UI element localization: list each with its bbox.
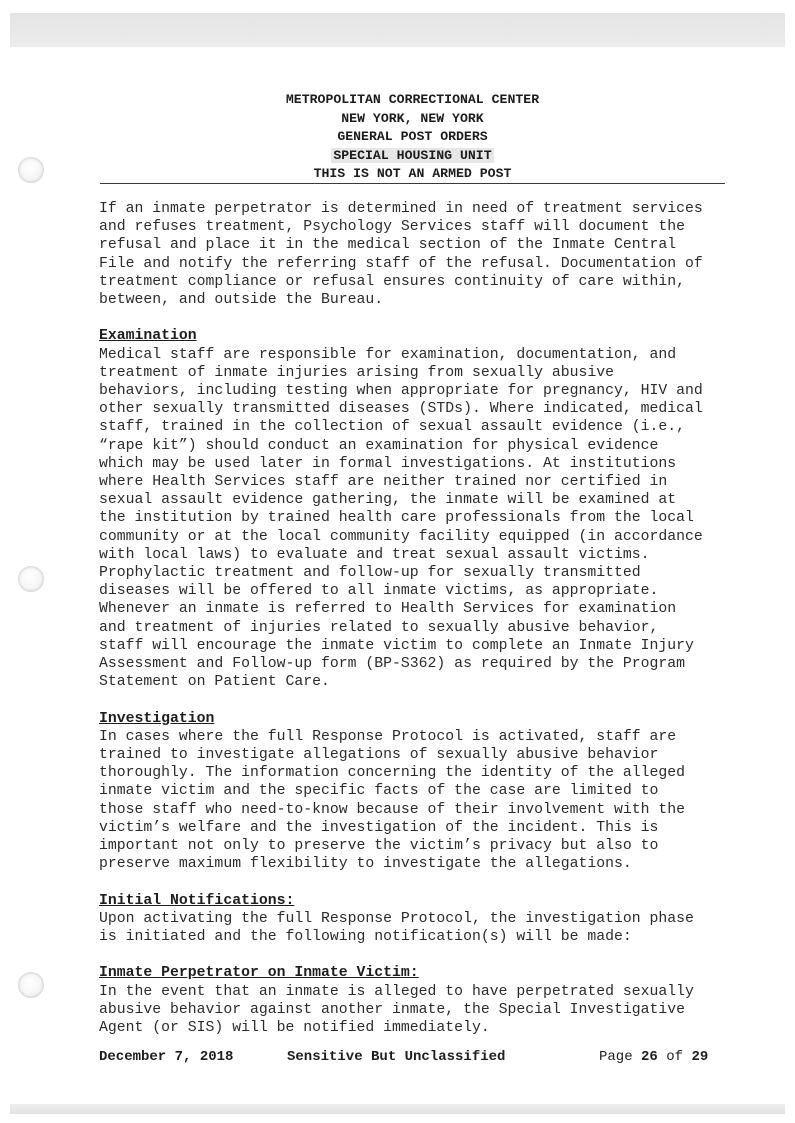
text-line: between, and outside the Bureau. — [99, 292, 384, 309]
text-line: and refuses treatment, Psychology Services staff will document the — [99, 219, 686, 236]
investigation-heading: Investigation — [99, 710, 215, 727]
text-line: thoroughly. The information concerning the identity of the alleged — [99, 765, 686, 782]
header-post-orders: GENERAL POST ORDERS — [337, 129, 488, 145]
text-line: Prophylactic treatment and follow-up for sexually transmitted — [99, 565, 641, 582]
text-line: victim’s welfare and the investigation of the incident. This is — [99, 819, 659, 836]
initial-notifications-section — [99, 892, 764, 947]
text-line: Agent (or SIS) will be notified immediately. — [99, 1020, 490, 1037]
text-line: behaviors, including testing when appropriate for pregnancy, HIV and — [99, 383, 703, 400]
header-armed-status: THIS IS NOT AN ARMED POST — [313, 166, 512, 182]
page-prefix: Page — [599, 1049, 642, 1065]
investigation-section — [99, 710, 764, 874]
text-line: and treatment of injuries related to sexually abusive behavior, — [99, 619, 659, 636]
text-line: preserve maximum flexibility to investigate the allegations. — [99, 856, 632, 873]
paragraph-gap — [99, 873, 764, 891]
text-line: treatment compliance or refusal ensures continuity of care within, — [99, 273, 686, 290]
scan-bottom-border — [10, 1104, 785, 1114]
document-body — [99, 200, 764, 1037]
text-line: Upon activating the full Response Protocol, the investigation phase — [99, 910, 694, 927]
text-line: “rape kit”) should conduct an examination for physical evidence — [99, 437, 659, 454]
text-line: staff will encourage the inmate victim to complete an Inmate Injury — [99, 637, 694, 654]
text-line: File and notify the referring staff of the refusal. Documentation of — [99, 255, 703, 272]
inmate-perpetrator-heading: Inmate Perpetrator on Inmate Victim: — [99, 965, 419, 982]
text-line: the institution by trained health care professionals from the local — [99, 510, 694, 527]
header-rule — [100, 183, 725, 184]
page-footer — [99, 1049, 739, 1069]
text-line: Whenever an inmate is referred to Health Services for examination — [99, 601, 677, 618]
header-facility: METROPOLITAN CORRECTIONAL CENTER — [285, 92, 540, 107]
inmate-perpetrator-section — [99, 964, 764, 1037]
text-line: refusal and place it in the medical section of the Inmate Central — [99, 237, 677, 254]
text-line: staff, trained in the collection of sexual assault evidence (i.e., — [99, 419, 686, 436]
header-unit — [100, 147, 725, 166]
text-line: where Health Services staff are neither trained nor certified in — [99, 474, 668, 491]
text-line: sexual assault evidence gathering, the inmate will be examined at — [99, 492, 677, 509]
page-current: 26 — [641, 1049, 658, 1065]
text-line: Assessment and Follow-up form (BP-S362) as required by the Program — [99, 656, 686, 673]
paragraph-gap — [99, 946, 764, 964]
header-location: NEW YORK, NEW YORK — [341, 110, 484, 126]
text-line: diseases will be offered to all inmate victims, as appropriate. — [99, 583, 659, 600]
header-unit-text: SPECIAL HOUSING UNIT — [333, 147, 492, 163]
scan-top-border — [10, 13, 785, 47]
text-line: In cases where the full Response Protocol is activated, staff are — [99, 728, 677, 745]
text-line: is initiated and the following notification(s) will be made: — [99, 929, 632, 946]
text-line: Medical staff are responsible for examination, documentation, and — [99, 346, 677, 363]
text-line: trained to investigate allegations of sexually abusive behavior — [99, 747, 659, 764]
text-line: those staff who need-to-know because of their involvement with the — [99, 801, 686, 818]
footer-date: December 7, 2018 — [99, 1049, 234, 1065]
examination-section — [99, 327, 764, 691]
text-line: Statement on Patient Care. — [99, 674, 330, 691]
text-line: which may be used later in formal investigations. At institutions — [99, 455, 677, 472]
text-line: inmate victim and the specific facts of the case are limited to — [99, 783, 659, 800]
paragraph-gap — [99, 309, 764, 327]
text-line: with local laws) to evaluate and treat sexual assault victims. — [99, 546, 650, 563]
footer-page-number — [599, 1049, 708, 1065]
text-line: In the event that an inmate is alleged to have perpetrated sexually — [99, 983, 694, 1000]
paragraph-gap — [99, 691, 764, 709]
examination-heading: Examination — [99, 328, 197, 345]
text-line: If an inmate perpetrator is determined in need of treatment services — [99, 201, 703, 217]
punch-hole-bottom — [18, 972, 44, 998]
punch-hole-top — [18, 157, 44, 183]
footer-classification: Sensitive But Unclassified — [287, 1049, 506, 1065]
intro-paragraph — [99, 200, 764, 309]
page-of: of — [657, 1049, 692, 1065]
document-header — [100, 91, 725, 184]
text-line: abusive behavior against another inmate, the Special Investigative — [99, 1001, 686, 1018]
text-line: community or at the local community facility equipped (in accordance — [99, 528, 703, 545]
text-line: other sexually transmitted diseases (STDs). Where indicated, medical — [99, 401, 703, 418]
text-line: important not only to preserve the victim’s privacy but also to — [99, 838, 659, 855]
initial-notifications-heading: Initial Notifications: — [99, 892, 295, 909]
punch-hole-middle — [18, 566, 44, 592]
text-line: treatment of inmate injuries arising from sexually abusive — [99, 364, 615, 381]
page-total: 29 — [691, 1049, 709, 1065]
